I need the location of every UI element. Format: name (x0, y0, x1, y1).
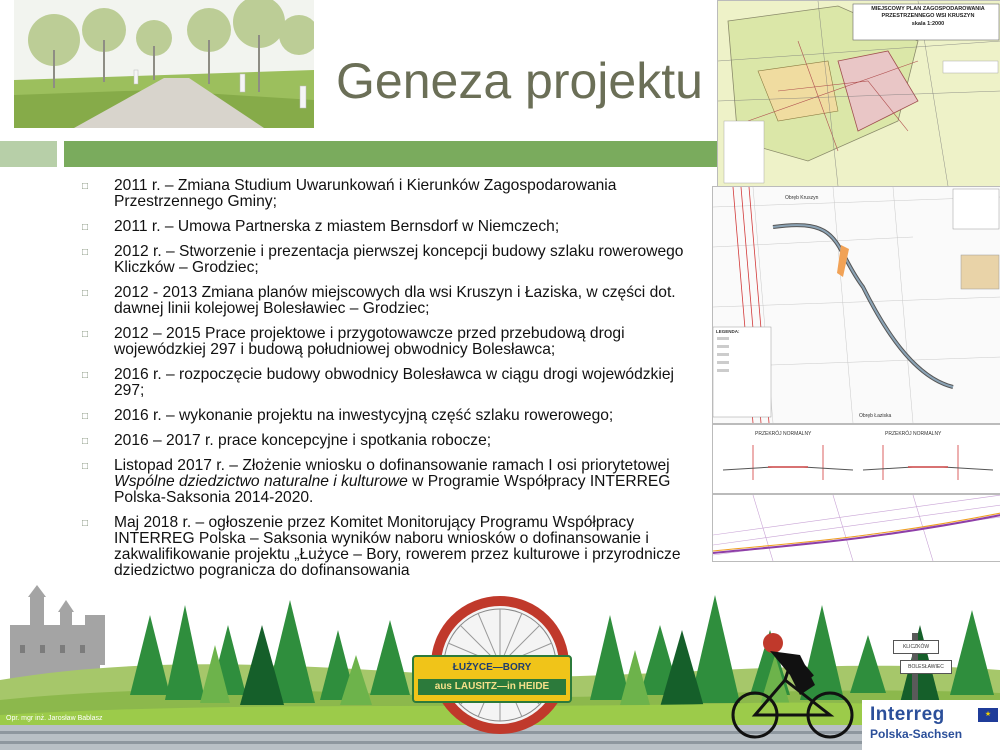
bullet-text: 2011 r. – Zmiana Studium Uwarunkowań i Kierunków Zagospodarowania Przestrzennego Gminy; (114, 177, 617, 210)
bullet-text: Listopad 2017 r. – Złożenie wniosku o dofinansowanie ramach I osi priorytetowej (114, 457, 670, 474)
route-label-bottom: Obręb Łaziska (859, 413, 892, 419)
project-logo (412, 655, 572, 703)
cross-section-drawing (712, 424, 1000, 494)
bullet-marker-icon: □ (82, 411, 89, 422)
header-photo (14, 0, 314, 128)
route-plan-drawing (712, 494, 1000, 562)
bullet-marker-icon: □ (82, 518, 89, 529)
sign-top: KLICZKÓW (893, 640, 939, 654)
bullet-marker-icon: □ (82, 461, 89, 472)
accent-band-left (0, 141, 57, 167)
bullet-marker-icon: □ (82, 181, 89, 192)
bullet-item (80, 458, 716, 506)
route-map (712, 186, 1000, 424)
accent-band (64, 141, 720, 167)
eu-stars-icon: ★ (984, 711, 992, 718)
map-collage (712, 0, 1000, 560)
bullet-text: 2016 r. – rozpoczęcie budowy obwodnicy Bolesławca w ciągu drogi wojewódzkiej 297; (114, 366, 674, 399)
bullet-item (80, 285, 716, 317)
section-label-left: PRZEKRÓJ NORMALNY (755, 431, 812, 437)
bullet-text: 2016 r. – wykonanie projektu na inwestycyjną część szlaku rowerowego; (114, 407, 614, 424)
bullet-item (80, 244, 716, 276)
bullet-text: 2012 - 2013 Zmiana planów miejscowych dla wsi Kruszyn i Łaziska, w części dot. dawnej linii kolejowej Bolesławiec – Grodziec; (114, 284, 676, 317)
project-logo-line2: aus LAUSITZ—in HEIDE (418, 679, 566, 695)
bullet-item (80, 178, 716, 210)
zoning-plan-map (717, 0, 1000, 187)
author-credit: Opr. mgr inż. Jarosław Bablasz (6, 715, 103, 722)
bullet-list (80, 178, 716, 579)
zoning-plan-title: MIEJSCOWY PLAN ZAGOSPODAROWANIA PRZESTRZENNEGO WSI KRUSZYN (871, 6, 985, 19)
route-legend-title: LEGENDA: (716, 329, 740, 334)
bullet-item (80, 408, 716, 424)
zoning-plan-scale: skala 1:2000 (911, 21, 945, 27)
bullet-item (80, 219, 716, 235)
bullet-marker-icon: □ (82, 288, 89, 299)
slide-title: Geneza projektu (336, 53, 703, 109)
interreg-region: Polska-Sachsen (870, 727, 963, 741)
bullet-marker-icon: □ (82, 222, 89, 233)
bullet-item (80, 515, 716, 579)
sign-bottom: BOLESŁAWIEC (900, 660, 952, 674)
project-logo-line1: ŁUŻYCE—BORY (452, 662, 532, 673)
bullet-item (80, 367, 716, 399)
bullet-text: Maj 2018 r. – ogłoszenie przez Komitet Monitorujący Programu Współpracy INTERREG Polska – Saksonia wyników naboru wniosków o dofinansowanie i zakwalifikowanie projektu „Łużyce – Bory, rowerem przez kulturowe i przyrodnicze dziedzictwo pogranicza do dofinansowania (114, 514, 681, 579)
bullet-marker-icon: □ (82, 436, 89, 447)
bullet-text: 2012 – 2015 Prace projektowe i przygotowawcze przed przebudową drogi wojewódzkiej 297 i budową południowej obwodnicy Bolesławca; (114, 325, 625, 358)
section-label-right: PRZEKRÓJ NORMALNY (885, 431, 942, 437)
bullet-text: Wspólne dziedzictwo naturalne i kulturowe (114, 473, 408, 490)
bullet-marker-icon: □ (82, 370, 89, 381)
bullet-text: 2011 r. – Umowa Partnerska z miastem Bernsdorf w Niemczech; (114, 218, 560, 235)
bullet-text: 2016 – 2017 r. prace koncepcyjne i spotkania robocze; (114, 432, 492, 449)
route-label-top: Obręb Kruszyn (785, 195, 819, 201)
bullet-text: 2012 r. – Stworzenie i prezentacja pierwszej koncepcji budowy szlaku rowerowego Kliczków – Grodziec; (114, 243, 684, 276)
interreg-logo (862, 700, 1000, 750)
interreg-name: Interreg (870, 704, 945, 725)
bullet-marker-icon: □ (82, 247, 89, 258)
bullet-item (80, 433, 716, 449)
bullet-item (80, 326, 716, 358)
content-area (80, 178, 716, 588)
bullet-marker-icon: □ (82, 329, 89, 340)
bullet-text: w Programie Współpracy INTERREG Polska-Saksonia 2014-2020. (114, 473, 671, 506)
